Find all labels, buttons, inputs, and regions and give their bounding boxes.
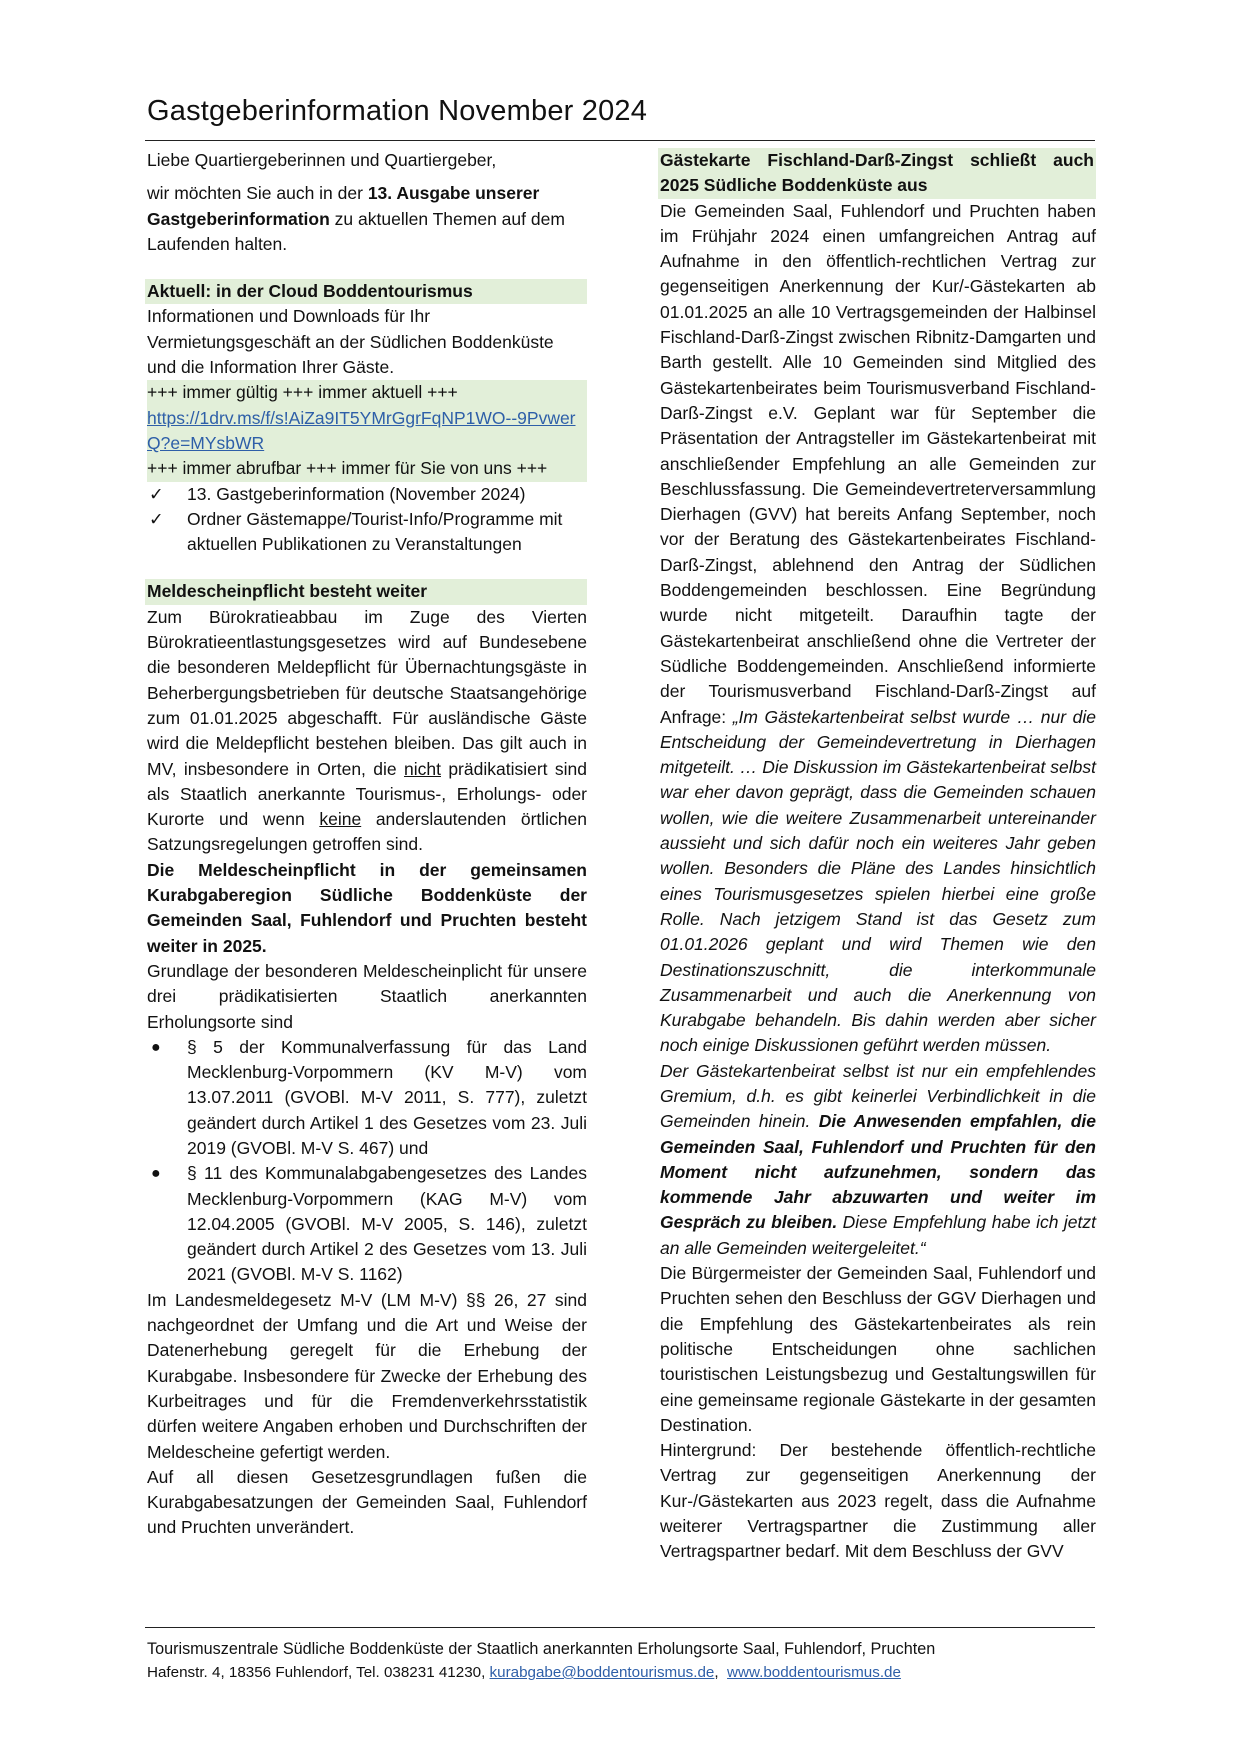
melde-heading: Meldescheinpflicht besteht weiter xyxy=(145,579,587,604)
cloud-link[interactable]: https://1drv.ms/f/s!AiZa9IT5YMrGgrFqNP1WO--9PvwerQ?e=MYsbWR xyxy=(147,407,576,453)
bullet-icon: ● xyxy=(151,1165,161,1183)
banner-line-1: +++ immer gültig +++ immer aktuell +++ xyxy=(147,382,458,403)
list-item: ● § 11 des Kommunalabgabengesetzes des Landes Mecklenburg-Vorpommern (KAG M-V) vom 12.04.2005 (GVOBl. M-V 2005, S. 146), zuletzt geändert durch Artikel 2 des Gesetzes vom 13. Juli 2021 (GVOBl. M-V S. 1162) xyxy=(151,1163,587,1285)
melde-section xyxy=(147,579,587,1540)
page-title: Gastgeberinformation November 2024 xyxy=(147,95,648,128)
gaestekarte-heading: Gästekarte Fischland-Darß-Zingst schließt auch 2025 Südliche Boddenküste aus xyxy=(658,148,1096,199)
greeting: Liebe Quartiergeberinnen und Quartiergeber, xyxy=(147,150,497,170)
gaestekarte-paragraph-2: Die Bürgermeister der Gemeinden Saal, Fuhlendorf und Pruchten sehen den Beschluss der GGV Dierhagen und die Empfehlung des Gästekartenbeirates als rein politische Entscheidungen ohne sachlichen touristischen Leistungsbezug und Gestaltungswillen für eine gemeinsame regionale Gästekarte in der gesamten Destination. xyxy=(660,1263,1096,1435)
cloud-checklist xyxy=(147,482,587,558)
melde-paragraph-1: Zum Bürokratieabbau im Zuge des Vierten Bürokratieentlastungsgesetzes wird auf Bundesebene die besonderen Meldepflicht für Übernachtungsgäste in Beherbergungsbetrieben für deutsche Staatsangehörige zum 01.01.2025 abgeschafft. Für ausländische Gäste wird die Meldepflicht bestehen bleiben. Das gilt auch in MV, insbesondere in Orten, die nicht prädikatisiert sind als Staatlich anerkannte Tourismus-, Erholungs- oder Kurorte und wenn keine anderslautenden örtlichen Satzungsregelungen getroffen sind. xyxy=(147,606,587,855)
melde-paragraph-3: Im Landesmeldegesetz M-V (LM M-V) §§ 26, 27 sind nachgeordnet der Umfang und die Art und Weise der Datenerhebung geregelt für die Erhebung der Kurabgabe. Insbesondere für Zwecke der Erhebung des Kurbeitrages und für die Fremdenverkehrsstatistik dürfen weitere Angaben erhoben und Durchschriften der Meldescheine gefertigt werden. xyxy=(147,1289,587,1462)
footer xyxy=(147,1637,1107,1685)
recommendation-bold: Die Anwesenden empfahlen, die Gemeinden Saal, Fuhlendorf und Pruchten für den Moment nicht aufzunehmen, sondern das kommende Jahr abzuwarten und weiter im Gespräch zu bleiben. xyxy=(660,1111,1096,1233)
right-column xyxy=(660,148,1096,1565)
law-list xyxy=(147,1035,587,1288)
cloud-section xyxy=(147,279,587,557)
cloud-text: Informationen und Downloads für Ihr Vermietungsgeschäft an der Südlichen Boddenküste und die Information Ihrer Gäste. xyxy=(147,306,554,378)
gaestekarte-paragraph-1: Die Gemeinden Saal, Fuhlendorf und Pruchten haben im Frühjahr 2024 einen umfangreichen Antrag auf Aufnahme in den öffentlich-rechtlichen Vertrag zur gegenseitigen Anerkennung der Kur/-Gästekarten ab 01.01.2025 an alle 10 Vertragsgemeinden der Halbinsel Fischland-Darß-Zingst zwischen Ribnitz-Damgarten und Barth gestellt. Alle 10 Gemeinden sind Mitglied des Gästekartenbeirates beim Tourismusverband Fischland-Darß-Zingst e.V. Geplant war für September die Präsentation der Antragsteller im Gästekartenbeirat mit anschließender Empfehlung an alle Gemeinden zur Beschlussfassung. Die Gemeindevertreterversammlung Dierhagen (GVV) hat bereits Anfang September, noch vor der Beratung des Gästekartenbeirates Fischland-Darß-Zingst, ablehnend den Antrag der Südlichen Boddengemeinden beschlossen. Eine Begründung wurde nicht mitgeteilt. Daraufhin tagte der Gästekartenbeirat anschließend ohne die Vertreter der Südliche Boddengemeinden. Anschließend informierte der Tourismusverband Fischland-Darß-Zingst auf Anfrage: „Im Gästekartenbeirat selbst wurde … nur die Entscheidung der Gemeindevertretung in Dierhagen mitgeteilt. … Die Diskussion im Gästekartenbeirat selbst war eher davon geprägt, dass die Gemeinden schauen wollen, wie die weitere Zusammenarbeit untereinander aussieht und sich dafür noch ein weiteres Jahr geben wollen. Besonders die Pläne des Landes hinsichtlich eines Tourismusgesetzes spielen hierbei eine große Rolle. Nach jetzigem Stand ist das Gesetz zum 01.01.2026 geplant und wird Themen wie den Destinationszuschnitt, die interkommunale Zusammenarbeit und auch die Anerkennung von Kurabgabe behandeln. Bis dahin werden aber sicher noch einige Diskussionen geführt werden müssen. xyxy=(660,200,1096,1056)
gaestekarte-quote-2: Der Gästekartenbeirat selbst ist nur ein empfehlendes Gremium, d.h. es gibt keinerlei Verbindlichkeit in die Gemeinden hinein. Die Anwesenden empfahlen, die Gemeinden Saal, Fuhlendorf und Pruchten für den Moment nicht aufzunehmen, sondern das kommende Jahr abzuwarten und weiter im Gespräch zu bleiben. Diese Empfehlung habe ich jetzt an alle Gemeinden weitergeleitet.“ xyxy=(660,1060,1096,1258)
footer-contact: Hafenstr. 4, 18356 Fuhlendorf, Tel. 038231 41230, kurabgabe@boddentourismus.de, www.boddentourismus.de xyxy=(147,1664,901,1681)
list-item: ✓ 13. Gastgeberinformation (November 2024) xyxy=(147,482,587,507)
cloud-heading: Aktuell: in der Cloud Boddentourismus xyxy=(145,279,587,304)
left-column xyxy=(147,148,587,1541)
melde-paragraph-4: Auf all diesen Gesetzesgrundlagen fußen die Kurabgabesatzungen der Gemeinden Saal, Fuhlendorf und Pruchten unverändert. xyxy=(147,1466,587,1538)
intro-paragraph: wir möchten Sie auch in der 13. Ausgabe unserer Gastgeberinformation zu aktuellen Themen auf dem Laufenden halten. xyxy=(147,183,565,254)
list-item: ✓ Ordner Gästemappe/Tourist-Info/Programme mit aktuellen Publikationen zu Veranstaltungen xyxy=(149,508,563,555)
intro-bold: 13. Ausgabe unserer Gastgeberinformation xyxy=(147,183,540,229)
melde-paragraph-2: Grundlage der besonderen Meldescheinplicht für unsere drei prädikatisierten Staatlich anerkannten Erholungsorte sind xyxy=(147,960,587,1032)
gaestekarte-paragraph-3: Hintergrund: Der bestehende öffentlich-rechtliche Vertrag zur gegenseitigen Anerkennung der Kur-/Gästekarten aus 2023 regelt, dass die Aufnahme weiterer Vertragspartner die Zustimmung aller Vertragspartner bedarf. Mit dem Beschluss der GVV xyxy=(660,1440,1096,1562)
footer-organization: Tourismuszentrale Südliche Boddenküste der Staatlich anerkannten Erholungsorte Saal, Fuhlendorf, Pruchten xyxy=(147,1640,936,1658)
bullet-icon: ● xyxy=(151,1038,161,1056)
bottom-divider xyxy=(145,1627,1095,1628)
banner-line-2: +++ immer abrufbar +++ immer für Sie von uns +++ xyxy=(147,458,548,479)
email-link[interactable]: kurabgabe@boddentourismus.de xyxy=(489,1664,715,1681)
quote-part-1: „Im Gästekartenbeirat selbst wurde … nur die Entscheidung der Gemeindevertretung in Dierhagen mitgeteilt. … Die Diskussion im Gästekartenbeirat selbst war eher davon geprägt, dass die Gemeinden schauen wollen, wie die weitere Zusammenarbeit untereinander aussieht und sich dafür noch ein weiteres Jahr geben wollen. Besonders die Pläne des Landes hinsichtlich eines Tourismusgesetzes spielen hierbei eine große Rolle. Nach jetzigem Stand ist das Gesetz zum 01.01.2026 geplant und wird Themen wie den Destinationszuschnitt, die interkommunale Zusammenarbeit und auch die Anerkennung von Kurabgabe behandeln. Bis dahin werden aber sicher noch einige Diskussionen geführt werden müssen. xyxy=(660,706,1096,1056)
cloud-banner xyxy=(147,380,587,481)
melde-bold-statement: Die Meldescheinpflicht in der gemeinsamen Kurabgaberegion Südliche Boddenküste der Gemeinden Saal, Fuhlendorf und Pruchten besteht weiter in 2025. xyxy=(147,859,587,956)
website-link[interactable]: www.boddentourismus.de xyxy=(727,1664,901,1681)
checkmark-icon: ✓ xyxy=(149,508,164,529)
checkmark-icon: ✓ xyxy=(149,483,164,504)
top-divider xyxy=(145,140,1095,141)
list-item: ● § 5 der Kommunalverfassung für das Land Mecklenburg-Vorpommern (KV M-V) vom 13.07.2011 (GVOBl. M-V 2011, S. 777), zuletzt geändert durch Artikel 1 des Gesetzes vom 23. Juli 2019 (GVOBl. M-V S. 467) und xyxy=(151,1036,587,1158)
